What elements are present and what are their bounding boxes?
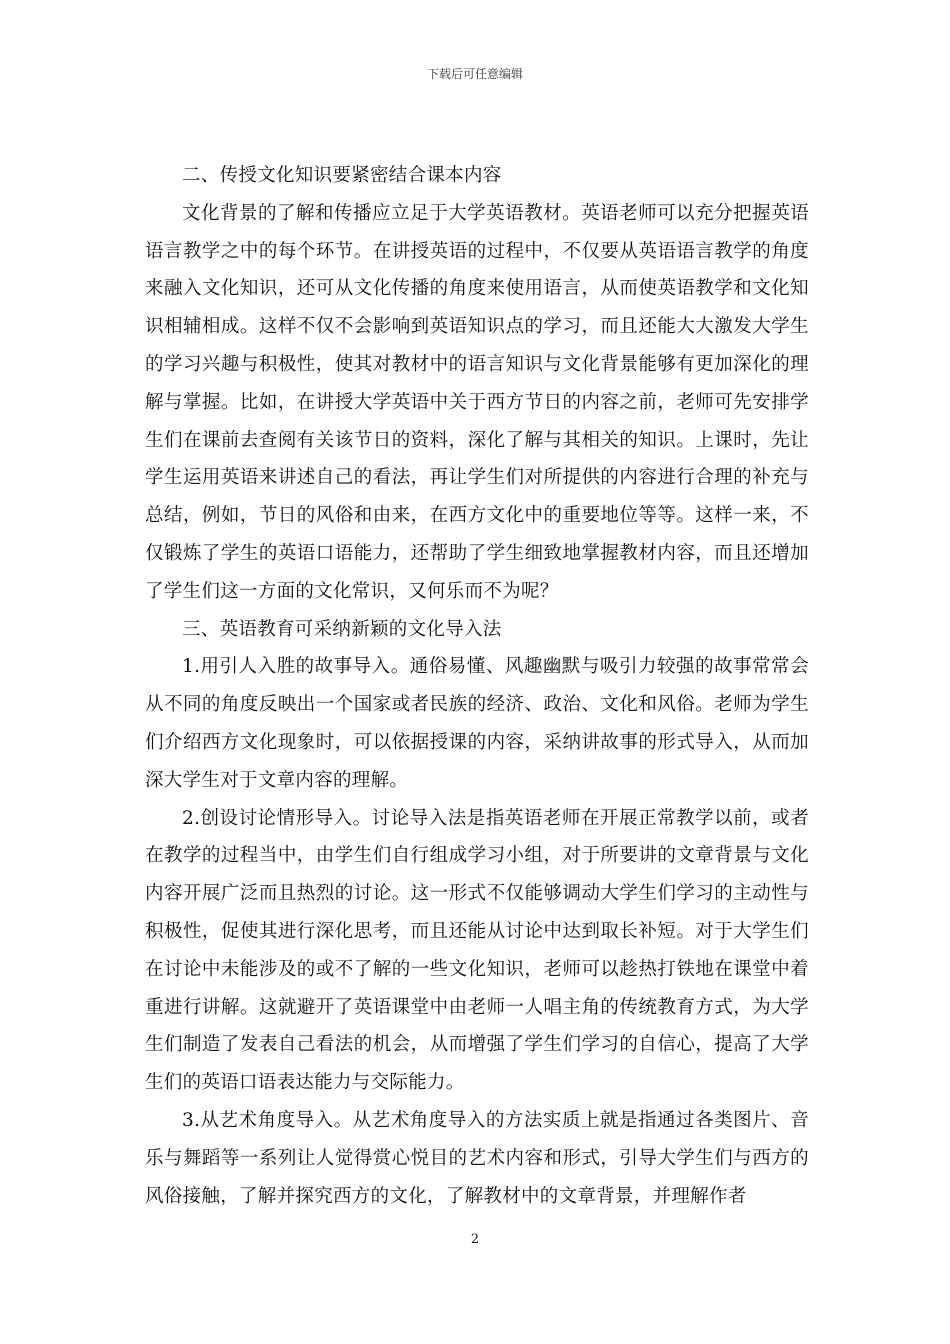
page-header: 下载后可任意编辑 (426, 67, 523, 81)
body-paragraph-discussion-import: 2.创设讨论情形导入。讨论导入法是指英语老师在开展正常教学以前，或者在教学的过程当中，由学生们自行组成学习小组，对于所要讲的文章背景与文化内容开展广泛而且热烈的讨论。这一形式不仅能够调动大学生们学习的主动性与积极性，促使其进行深化思考，而且还能从讨论中达到取长补短。对于大学生们在讨论中未能涉及的或不了解的一些文化知识，老师可以趁热打铁地在课堂中着重进行讲解。这就避开了英语课堂中由老师一人唱主角的传统教育方式，为大学生们制造了发表自己看法的机会，从而增强了学生们学习的自信心，提高了大学生们的英语口语表达能力与交际能力。 (145, 807, 809, 1094)
body-paragraph: 文化背景的了解和传播应立足于大学英语教材。英语老师可以充分把握英语语言教学之中的每个环节。在讲授英语的过程中，不仅要从英语语言教学的角度来融入文化知识，还可从文化传播的角度来使用语言，从而使英语教学和文化知识相辅相成。这样不仅不会影响到英语知识点的学习，而且还能大大激发大学生的学习兴趣与积极性，使其对教材中的语言知识与文化背景能够有更加深化的理解与掌握。比如，在讲授大学英语中关于西方节日的内容之前，老师可先安排学生们在课前去查阅有关该节日的资料，深化了解与其相关的知识。上课时，先让学生运用英语来讲述自己的看法，再让学生们对所提供的内容进行合理的补充与总结，例如，节日的风俗和由来，在西方文化中的重要地位等等。这样一来，不仅锻炼了学生的英语口语能力，还帮助了学生细致地掌握教材内容，而且还增加了学生们这一方面的文化常识，又何乐而不为呢？ (145, 202, 809, 602)
section-heading-2: 二、传授文化知识要紧密结合课本内容 (182, 165, 502, 186)
body-paragraph-story-import: 1.用引人入胜的故事导入。通俗易懂、风趣幽默与吸引力较强的故事常常会从不同的角度反映出一个国家或者民族的经济、政治、文化和风俗。老师为学生们介绍西方文化现象时，可以依据授课的内容，采纳讲故事的形式导入，从而加深大学生对于文章内容的理解。 (145, 656, 809, 791)
body-paragraph-art-import: 3.从艺术角度导入。从艺术角度导入的方法实质上就是指通过各类图片、音乐与舞蹈等一系列让人觉得赏心悦目的艺术内容和形式，引导大学生们与西方的风俗接触，了解并探究西方的文化，了解教材中的文章背景，并理解作者 (145, 1109, 809, 1207)
page-number: 2 (470, 1232, 480, 1247)
document-body (145, 157, 809, 1215)
section-heading-3: 三、英语教育可采纳新颖的文化导入法 (182, 618, 502, 640)
